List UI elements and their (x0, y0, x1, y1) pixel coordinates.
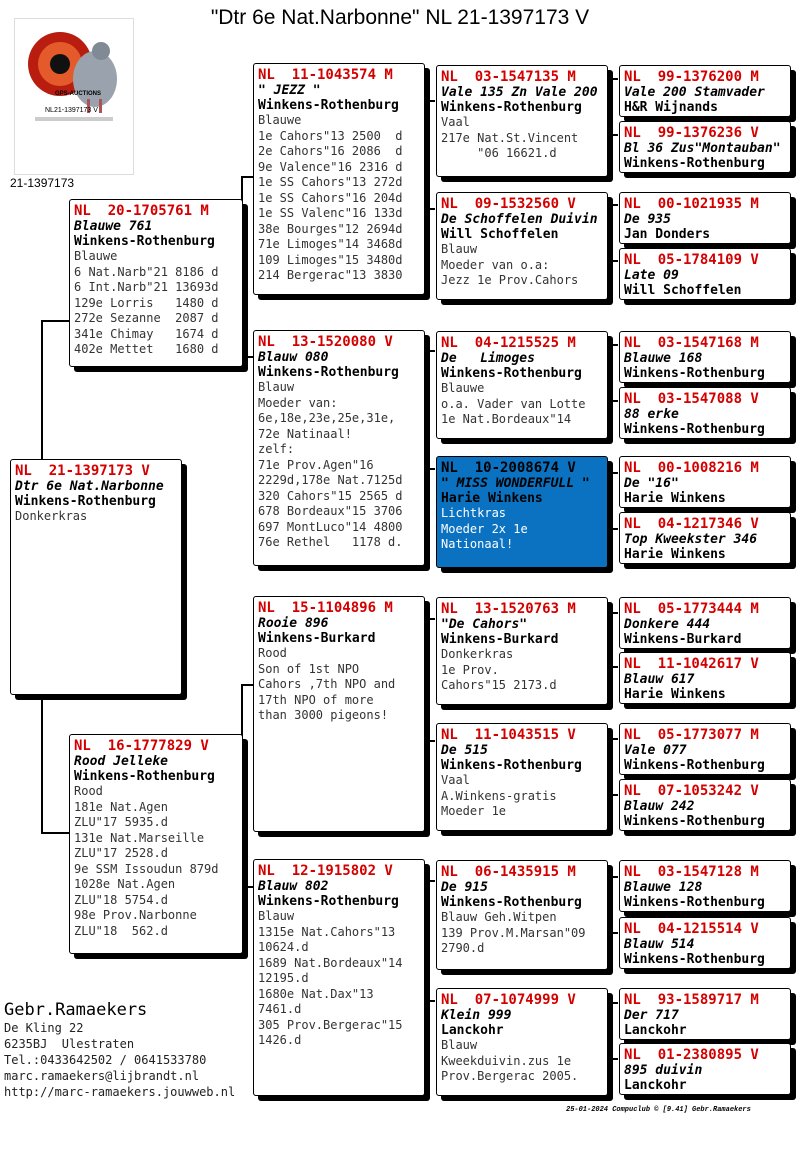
connector (610, 344, 612, 402)
detail-line: Jezz 1e Prov.Cahors (441, 273, 579, 287)
ring-number: NL 09-1532560 V (441, 196, 576, 212)
detail-line: 6 Nat.Narb"21 8186 d (74, 264, 219, 279)
breeder-info (4, 1000, 235, 1100)
owner-name: Winkens-Rothenburg (624, 895, 765, 910)
owner-name: Harie Winkens (624, 687, 726, 702)
detail-line: 38e Bourges"12 2694d (258, 221, 403, 236)
pedigree-card-sire[interactable] (69, 199, 243, 367)
connector (425, 618, 427, 742)
ring-number: NL 11-1043515 V (441, 727, 576, 743)
detail-line: 2790.d (441, 941, 485, 955)
breeder-phone: Tel.:0433642502 / 0641533780 (4, 1053, 207, 1067)
detail-line: 9e Valence"16 2316 d (258, 159, 403, 174)
pigeon-name: Blauw 514 (624, 937, 695, 952)
connector (610, 612, 618, 614)
pigeon-name: Blauwe 761 (74, 219, 153, 234)
pedigree-card-gen4-10[interactable] (619, 652, 791, 704)
connector (610, 794, 618, 796)
detail-line: 7461.d (258, 1002, 302, 1016)
detail-line: 1689 Nat.Bordeaux"14 (258, 955, 403, 970)
pigeon-name: Blauwe 168 (624, 351, 703, 366)
detail-line: 129e Lorris 1480 d (74, 295, 219, 310)
detail-line: Donkerkras (15, 509, 88, 523)
pigeon-name: Vale 135 Zn Vale 200 (441, 85, 598, 100)
ring-number: NL 05-1773444 M (624, 601, 759, 617)
connector (610, 472, 618, 474)
detail-line: zelf: (258, 442, 295, 456)
pigeon-name: De 515 (441, 743, 488, 758)
pedigree-card-gen4-7[interactable] (619, 456, 791, 508)
pedigree-title: "Dtr 6e Nat.Narbonne" NL 21-1397173 V (210, 6, 590, 29)
connector (610, 612, 612, 668)
pigeon-name: Rood Jelleke (74, 754, 168, 769)
detail-line: Kweekduivin.zus 1e (441, 1053, 572, 1068)
pigeon-name: Bl 36 Zus"Montauban" (624, 141, 781, 156)
detail-line: Moeder van: (258, 395, 338, 410)
pigeon-name: Der 717 (624, 1008, 679, 1023)
pedigree-card-gen4-9[interactable] (619, 597, 791, 649)
ring-number: NL 07-1053242 V (624, 783, 759, 799)
detail-line: Moeder van o.a: (441, 257, 550, 272)
pedigree-card-subject[interactable] (10, 459, 182, 695)
owner-name: Harie Winkens (624, 547, 726, 562)
detail-line: 305 Prov.Bergerac"15 (258, 1017, 403, 1032)
connector (610, 78, 612, 136)
connector (425, 880, 435, 882)
pedigree-card-gen4-3[interactable] (619, 192, 791, 244)
pigeon-name: "De Cahors" (441, 617, 528, 632)
ring-number: NL 99-1376200 M (624, 69, 759, 85)
ring-number: NL 00-1008216 M (624, 460, 759, 476)
detail-line: o.a. Vader van Lotte (441, 396, 586, 411)
owner-name: Winkens-Rothenburg (624, 366, 765, 381)
pedigree-card-gen4-15[interactable] (619, 988, 791, 1040)
detail-line: Blauw (441, 242, 478, 256)
pigeon-name: 88 erke (624, 407, 679, 422)
detail-line: Blauwe (258, 113, 302, 127)
pigeon-name: Blauwe 128 (624, 880, 703, 895)
ring-number: NL 04-1215525 M (441, 335, 576, 351)
pedigree-card-gen4-6[interactable] (619, 387, 791, 439)
detail-line: Son of 1st NPO (258, 661, 360, 676)
detail-line: Rood (258, 646, 287, 660)
detail-line: Lichtkras (441, 506, 507, 520)
pigeon-name: Late 09 (624, 268, 679, 283)
connector (425, 740, 435, 742)
ring-number: NL 05-1784109 V (624, 252, 759, 268)
detail-line: Cahors"15 2173.d (441, 678, 557, 692)
pedigree-card-grandsire-1[interactable] (253, 63, 425, 295)
pedigree-card-gen3-2[interactable] (436, 192, 608, 300)
detail-line: Blauwe (74, 249, 118, 263)
connector (610, 876, 612, 934)
detail-line: 1426.d (258, 1033, 302, 1047)
detail-line: Vaal (441, 115, 470, 129)
detail-line: 341e Chimay 1674 d (74, 326, 219, 341)
pigeon-name: " JEZZ " (258, 83, 321, 98)
owner-name: Winkens-Rothenburg (624, 422, 765, 437)
owner-name: Winkens-Rothenburg (15, 494, 156, 509)
pedigree-card-granddam-1[interactable] (253, 330, 425, 566)
detail-line: 71e Prov.Agen"16 (258, 457, 374, 472)
photo-caption: 21-1397173 (10, 176, 75, 190)
detail-line: Blauw Geh.Witpen (441, 910, 557, 924)
ring-number: NL 03-1547088 V (624, 391, 759, 407)
owner-name: Winkens-Rothenburg (74, 234, 215, 249)
pigeon-name: De Schoffelen Duivin (441, 212, 598, 227)
pedigree-card-gen3-8[interactable] (436, 988, 608, 1096)
connector (425, 618, 435, 620)
owner-name: H&R Wijnands (624, 100, 718, 115)
ring-number: NL 04-1217346 V (624, 516, 759, 532)
connector (610, 260, 618, 262)
detail-line: ZLU"18 5754.d (74, 892, 168, 907)
detail-line: "06 16621.d (441, 146, 557, 160)
detail-line: 6e,18e,23e,25e,31e, (258, 411, 396, 425)
detail-line: Rood (74, 784, 103, 798)
owner-name: Winkens-Rothenburg (441, 895, 582, 910)
connector (610, 1002, 612, 1060)
photo-ring: NL21-1397173 V (45, 107, 98, 114)
detail-line: ZLU"17 2528.d (74, 846, 168, 860)
owner-name: Winkens-Burkard (624, 632, 742, 647)
brand-label: GPS-AUCTIONS (55, 91, 102, 97)
owner-name: Lanckohr (441, 1023, 504, 1038)
detail-line: 1e SS Cahors"13 272d (258, 175, 403, 189)
ring-number: NL 21-1397173 V (15, 463, 150, 479)
owner-name: Winkens-Rothenburg (258, 894, 399, 909)
ring-number: NL 04-1215514 V (624, 921, 759, 937)
owner-name: Winkens-Rothenburg (441, 758, 582, 773)
detail-line: than 3000 pigeons! (258, 708, 389, 722)
connector (610, 472, 612, 530)
detail-line: Cahors ,7th NPO and (258, 677, 396, 691)
pigeon-name: Blauw 242 (624, 799, 695, 814)
pigeon-photo (14, 18, 134, 175)
connector (610, 932, 618, 934)
pedigree-card-granddam-2[interactable] (253, 859, 425, 1096)
detail-line: 1028e Nat.Agen (74, 877, 176, 891)
pigeon-name: Rooie 896 (258, 616, 329, 631)
connector (610, 1002, 618, 1004)
pedigree-card-gen3-5[interactable] (436, 597, 608, 705)
owner-name: Will Schoffelen (441, 227, 559, 242)
pigeon-name: De Limoges (441, 351, 535, 366)
detail-line: 320 Cahors"15 2565 d (258, 488, 403, 503)
ring-number: NL 00-1021935 M (624, 196, 759, 212)
connector (241, 176, 253, 178)
connector (610, 876, 618, 878)
detail-line: A.Winkens-gratis (441, 788, 557, 803)
pigeon-name: Top Kweekster 346 (624, 532, 758, 547)
breeder-city: 6235BJ Ulestraten (4, 1037, 135, 1051)
pedigree-card-gen4-2[interactable] (619, 121, 791, 173)
detail-line: Donkerkras (441, 647, 514, 661)
connector (425, 880, 427, 1002)
owner-name: Winkens-Rothenburg (624, 952, 765, 967)
ring-number: NL 93-1589717 M (624, 992, 759, 1008)
owner-name: Lanckohr (624, 1078, 687, 1093)
connector (610, 738, 618, 740)
detail-line: ZLU"17 5935.d (74, 815, 168, 829)
detail-line: 1e Nat.Bordeaux"14 (441, 412, 572, 426)
connector (610, 666, 618, 668)
connector (425, 208, 435, 210)
connector (41, 692, 43, 834)
pedigree-card-grandsire-2[interactable] (253, 596, 425, 832)
ring-number: NL 99-1376236 V (624, 125, 759, 141)
owner-name: Harie Winkens (624, 491, 726, 506)
detail-line: 12195.d (258, 971, 309, 985)
detail-line: 181e Nat.Agen (74, 799, 168, 814)
detail-line: 678 Bordeaux"15 3706 (258, 504, 403, 518)
owner-name: Winkens-Rothenburg (624, 156, 765, 171)
pedigree-card-gen3-1[interactable] (436, 65, 608, 177)
connector (610, 78, 618, 80)
pigeon-name: Dtr 6e Nat.Narbonne (15, 479, 164, 494)
connector (241, 684, 253, 686)
connector (425, 350, 435, 352)
owner-name: Winkens-Rothenburg (624, 814, 765, 829)
owner-name: Winkens-Rothenburg (258, 365, 399, 380)
detail-line: 217e Nat.St.Vincent (441, 130, 579, 145)
detail-line: 109 Limoges"15 3480d (258, 252, 403, 267)
ring-number: NL 07-1074999 V (441, 992, 576, 1008)
detail-line: 9e SSM Issoudun 879d (74, 861, 219, 876)
pigeon-name: Vale 077 (624, 743, 687, 758)
ring-number: NL 03-1547168 M (624, 335, 759, 351)
owner-name: Winkens-Burkard (258, 631, 376, 646)
breeder-address: De Kling 22 (4, 1021, 84, 1035)
ring-number: NL 11-1043574 M (258, 67, 393, 83)
detail-line: 272e Sezanne 2087 d (74, 311, 219, 325)
owner-name: Winkens-Rothenburg (74, 769, 215, 784)
pedigree-card-gen3-3[interactable] (436, 331, 608, 439)
detail-line: Blauwe (441, 381, 485, 395)
connector (425, 1000, 435, 1002)
ring-number: NL 13-1520763 M (441, 601, 576, 617)
pigeon-name: " MISS WONDERFULL " (441, 476, 590, 491)
ring-number: NL 06-1435915 M (441, 864, 576, 880)
connector (610, 204, 618, 206)
detail-line: Moeder 2x 1e (441, 521, 528, 536)
owner-name: Winkens-Rothenburg (441, 366, 582, 381)
connector (425, 468, 435, 470)
pedigree-card-gen4-13[interactable] (619, 860, 791, 912)
breeder-name: Gebr.Ramaekers (4, 1000, 148, 1020)
detail-line: 131e Nat.Marseille (74, 830, 205, 845)
detail-line: 6 Int.Narb"21 13693d (74, 280, 219, 294)
connector (610, 134, 618, 136)
pedigree-card-gen3-7[interactable] (436, 860, 608, 970)
ring-number: NL 12-1915802 V (258, 863, 393, 879)
owner-name: Winkens-Rothenburg (258, 98, 399, 113)
connector (610, 738, 612, 796)
detail-line: 2229d,178e Nat.7125d (258, 473, 403, 487)
pigeon-name: Vale 200 Stamvader (624, 85, 765, 100)
detail-line: 76e Rethel 1178 d. (258, 535, 403, 549)
pedigree-card-gen4-4[interactable] (619, 248, 791, 300)
ring-number: NL 16-1777829 V (74, 738, 209, 754)
owner-name: Lanckohr (624, 1023, 687, 1038)
pedigree-card-gen4-11[interactable] (619, 723, 791, 775)
detail-line: Moeder 1e (441, 804, 507, 818)
pedigree-card-gen4-16[interactable] (619, 1043, 791, 1095)
detail-line: 72e Natinaal! (258, 426, 352, 441)
pigeon-name: Blauw 802 (258, 879, 329, 894)
connector (41, 832, 70, 834)
detail-line: 402e Mettet 1680 d (74, 342, 219, 356)
detail-line: 697 MontLuco"14 4800 (258, 519, 403, 534)
breeder-website[interactable]: http://marc-ramaekers.jouwweb.nl (4, 1085, 236, 1099)
footer-credit: 25-01-2024 Compuclub © [9.41] Gebr.Ramaekers (566, 1106, 751, 1114)
owner-name: Winkens-Rothenburg (441, 100, 582, 115)
pedigree-card-gen4-8[interactable] (619, 512, 791, 564)
connector (425, 100, 435, 102)
detail-line: Vaal (441, 773, 470, 787)
detail-line: 1315e Nat.Cahors"13 (258, 924, 396, 939)
connector (610, 400, 618, 402)
breeder-email[interactable]: marc.ramaekers@lijbrandt.nl (4, 1069, 200, 1083)
detail-line: 214 Bergerac"13 3830 (258, 268, 403, 282)
pedigree-card-gen4-12[interactable] (619, 779, 791, 831)
detail-line: 1e SS Valenc"16 133d (258, 206, 403, 220)
ring-number: NL 03-1547128 M (624, 864, 759, 880)
detail-line: 1e Cahors"13 2500 d (258, 128, 403, 143)
detail-line: Prov.Bergerac 2005. (441, 1069, 579, 1083)
connector (425, 100, 427, 210)
pigeon-name: De "16" (624, 476, 679, 491)
connector (610, 528, 618, 530)
connector (41, 320, 70, 322)
detail-line: Blauw (258, 909, 295, 923)
pigeon-name: Klein 999 (441, 1008, 512, 1023)
connector (610, 1058, 618, 1060)
connector (610, 204, 612, 262)
pigeon-name: Blauw 617 (624, 672, 695, 687)
detail-line: 71e Limoges"14 3468d (258, 237, 403, 251)
ring-number: NL 01-2380895 V (624, 1047, 759, 1063)
detail-line: 17th NPO of more (258, 692, 374, 707)
pedigree-card-dam[interactable] (69, 734, 243, 954)
owner-name: Will Schoffelen (624, 283, 742, 298)
owner-name: Winkens-Burkard (441, 632, 559, 647)
pigeon-name: Donkere 444 (624, 617, 711, 632)
pigeon-name: De 915 (441, 880, 488, 895)
ring-number: NL 05-1773077 M (624, 727, 759, 743)
connector (610, 344, 618, 346)
ring-number: NL 11-1042617 V (624, 656, 759, 672)
pigeon-name: 895 duivin (624, 1063, 703, 1078)
detail-line: 139 Prov.M.Marsan"09 (441, 925, 586, 940)
ring-number: NL 20-1705761 M (74, 203, 209, 219)
pedigree-card-gen4-1[interactable] (619, 65, 791, 117)
detail-line: ZLU"18 562.d (74, 923, 168, 938)
detail-line: 2e Cahors"16 2086 d (258, 144, 403, 158)
ring-number: NL 03-1547135 M (441, 69, 576, 85)
detail-line: 10624.d (258, 940, 309, 954)
owner-name: Winkens-Rothenburg (624, 758, 765, 773)
detail-line: 98e Prov.Narbonne (74, 908, 197, 922)
detail-line: 1680e Nat.Dax"13 (258, 986, 374, 1001)
detail-line: Blauw (441, 1038, 478, 1052)
pigeon-name: Blauw 080 (258, 350, 329, 365)
pedigree-card-gen3-6[interactable] (436, 723, 608, 831)
detail-line: 1e Prov. (441, 662, 499, 677)
pedigree-card-gen3-4[interactable] (436, 456, 608, 568)
detail-line: 1e SS Cahors"16 204d (258, 190, 403, 205)
ring-number: NL 10-2008674 V (441, 460, 576, 476)
ring-number: NL 13-1520080 V (258, 334, 393, 350)
ring-number: NL 15-1104896 M (258, 600, 393, 616)
connector (425, 350, 427, 470)
detail-line: Nationaal! (441, 537, 514, 551)
owner-name: Harie Winkens (441, 491, 543, 506)
detail-line: Blauw (258, 380, 295, 394)
pigeon-name: De 935 (624, 212, 671, 227)
connector (41, 320, 43, 460)
pedigree-card-gen4-5[interactable] (619, 331, 791, 383)
pedigree-card-gen4-14[interactable] (619, 917, 791, 969)
owner-name: Jan Donders (624, 227, 711, 242)
